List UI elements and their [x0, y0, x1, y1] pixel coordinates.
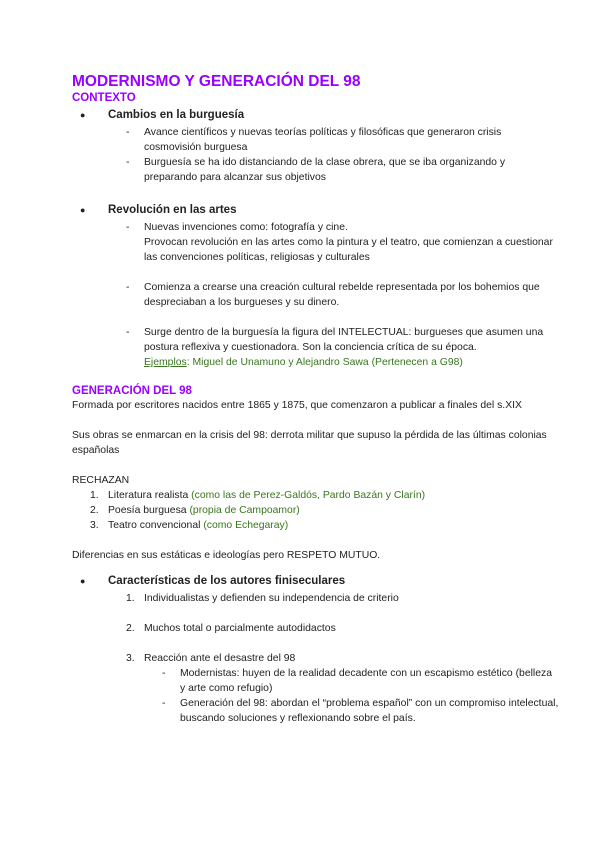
bullet-heading-artes: ● Revolución en las artes [108, 202, 560, 218]
list-number: 2. [126, 623, 135, 634]
reaccion-list [180, 666, 560, 726]
list-item: - Generación del 98: abordan el “problema español” con un compromiso intelectual, buscando soluciones y reflexionando sobre el país. [180, 696, 560, 726]
rechazan-heading: RECHAZAN [72, 475, 130, 486]
list-item [144, 325, 560, 370]
rechazan-item-note: (como Echegaray) [203, 520, 289, 531]
section-heading-contexto: CONTEXTO [72, 92, 136, 104]
example-line [144, 357, 463, 368]
rechazan-item-note: (propia de Campoamor) [189, 505, 300, 516]
artes-item1-line2: Provocan revolución en las artes como la pintura y el teatro, que comienzan a cuestionar las convenciones políticas, religiosas y culturales [144, 237, 553, 263]
list-item [126, 591, 560, 606]
list-number: 3. [90, 520, 99, 531]
caracteristica-text: Muchos total o parcialmente autodidactos [144, 623, 336, 634]
list-number: 2. [90, 505, 99, 516]
burguesia-list [144, 125, 560, 185]
list-number: 1. [90, 490, 99, 501]
section-heading-generacion: GENERACIÓN DEL 98 [72, 385, 192, 397]
list-item [126, 621, 560, 636]
list-item: - Comienza a crearse una creación cultural rebelde representada por los bohemios que despreciaban a los burgueses y su dinero. [144, 280, 560, 310]
generacion-paragraph-2: Sus obras se enmarcan en la crisis del 98: derrota militar que supuso la pérdida de las últimas colonias españolas [72, 430, 547, 456]
document-title: MODERNISMO Y GENERACIÓN DEL 98 [72, 73, 361, 90]
list-number: 1. [126, 593, 135, 604]
caracteristica-text: Individualistas y defienden su independencia de criterio [144, 593, 399, 604]
bullet-heading-burguesia: ● Cambios en la burguesía [108, 107, 560, 123]
list-item [90, 518, 560, 533]
generacion-paragraph-1: Formada por escritores nacidos entre 1865 y 1875, que comenzaron a publicar a finales del s.XIX [72, 400, 522, 411]
example-label: Ejemplos [144, 357, 187, 368]
rechazan-list [90, 488, 560, 533]
list-item [90, 503, 560, 518]
list-item [126, 651, 560, 666]
diferencias-paragraph: Diferencias en sus estáticas e ideologías pero RESPETO MUTUO. [72, 550, 381, 561]
list-item [90, 488, 560, 503]
rechazan-item-note: (como las de Perez-Galdós, Pardo Bazán y Clarín) [191, 490, 426, 501]
artes-list [144, 220, 560, 370]
artes-item3-text: Surge dentro de la burguesía la figura del INTELECTUAL: burgueses que asumen una postura reflexiva y cuestionadora. Son la conciencia crítica de su época. [144, 327, 544, 353]
artes-item1-line1: Nuevas invenciones como: fotografía y cine. [144, 222, 348, 233]
rechazan-item-text: Teatro convencional [108, 520, 204, 531]
list-item [144, 220, 560, 265]
rechazan-item-text: Poesía burguesa [108, 505, 190, 516]
example-text: : Miguel de Unamuno y Alejandro Sawa (Pertenecen a G98) [186, 357, 463, 368]
list-item: - Modernistas: huyen de la realidad decadente con un escapismo estético (belleza y arte como refugio) [180, 666, 560, 696]
caracteristica-text: Reacción ante el desastre del 98 [144, 653, 296, 664]
list-item: - Avance científicos y nuevas teorías políticas y filosóficas que generaron crisis cosmovisión burguesa [144, 125, 560, 155]
rechazan-item-text: Literatura realista [108, 490, 192, 501]
caracteristicas-list [126, 591, 560, 666]
list-item: - Burguesía se ha ido distanciando de la clase obrera, que se iba organizando y preparando para alcanzar sus objetivos [144, 155, 560, 185]
list-number: 3. [126, 653, 135, 664]
bullet-heading-caracteristicas: ● Características de los autores finiseculares [108, 573, 560, 589]
